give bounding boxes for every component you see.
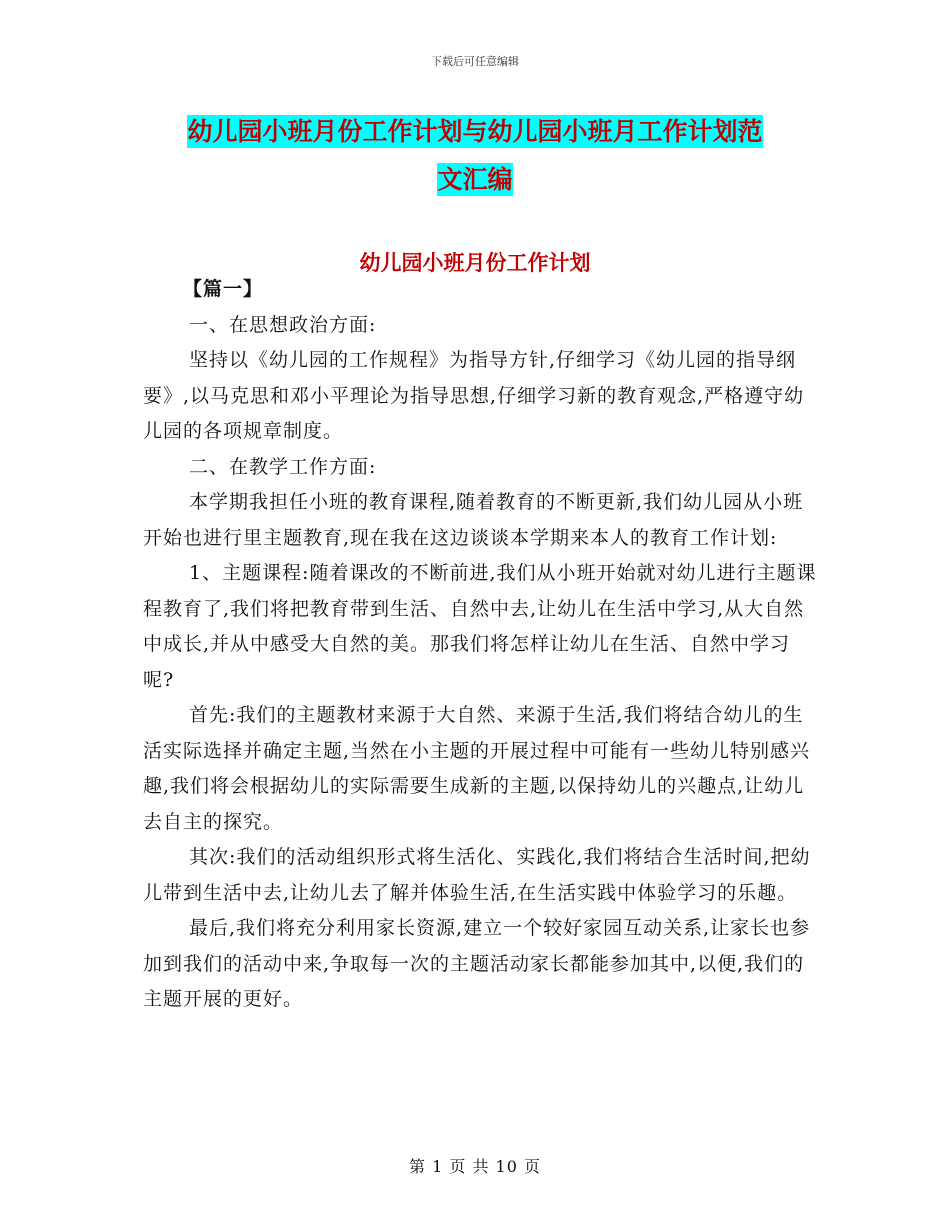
paragraph: 一、在思想政治方面: — [189, 313, 377, 336]
paragraph: 最后,我们将充分利用家长资源,建立一个较好家园互动关系,让家长也参加到我们的活动中来,争取每一次的主题活动家长都能参加其中,以便,我们的主题开展的更好。 — [143, 917, 811, 1010]
title-line-2: 文汇编 — [437, 165, 513, 194]
page-footer: 第 1 页 共 10 页 — [409, 1157, 541, 1176]
paragraph: 其次:我们的活动组织形式将生活化、实践化,我们将结合生活时间,把幼儿带到生活中去,让幼儿去了解并体验生活,在生活实践中体验学习的乐趣。 — [143, 846, 811, 904]
paragraph: 本学期我担任小班的教育课程,随着教育的不断更新,我们幼儿园从小班开始也进行里主题教育,现在我在这边谈谈本学期来本人的教育工作计划: — [143, 491, 804, 549]
header-note: 下载后可任意编辑 — [431, 55, 519, 68]
paragraph: 二、在教学工作方面: — [189, 455, 377, 478]
document-title — [0, 108, 950, 204]
document-body — [143, 272, 818, 1018]
section-label: 【篇一】 — [183, 278, 264, 300]
paragraph: 坚持以《幼儿园的工作规程》为指导方针,仔细学习《幼儿园的指导纲要》,以马克思和邓小平理论为指导思想,仔细学习新的教育观念,严格遵守幼儿园的各项规章制度。 — [143, 349, 805, 442]
title-line-1: 幼儿园小班月份工作计划与幼儿园小班月工作计划范 — [187, 117, 763, 146]
paragraph: 1、主题课程:随着课改的不断前进,我们从小班开始就对幼儿进行主题课程教育了,我们将把教育带到生活、自然中去,让幼儿在生活中学习,从大自然中成长,并从中感受大自然的美。那我们将怎样让幼儿在生活、自然中学习呢? — [143, 562, 817, 691]
section-title: 幼儿园小班月份工作计划 — [359, 251, 591, 275]
paragraph: 首先:我们的主题教材来源于大自然、来源于生活,我们将结合幼儿的生活实际选择并确定主题,当然在小主题的开展过程中可能有一些幼儿特别感兴趣,我们将会根据幼儿的实际需要生成新的主题,以保持幼儿的兴趣点,让幼儿去自主的探究。 — [143, 704, 811, 833]
